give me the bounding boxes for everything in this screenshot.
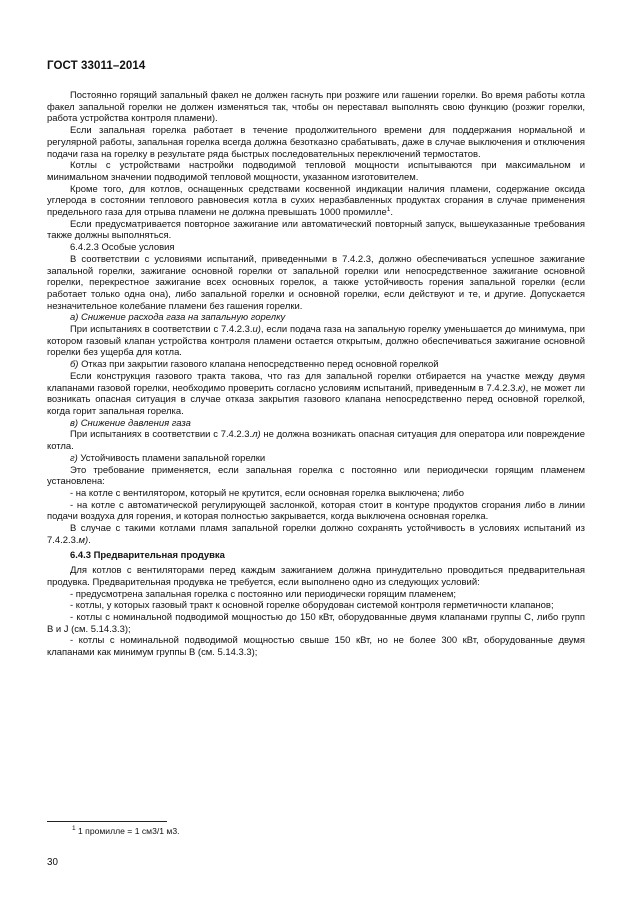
paragraph	[47, 242, 585, 254]
paragraph-text: Постоянно горящий запальный факел не должен гаснуть при розжиге или гашении горелки. Во время работы котла факел запальной горелки не должен изменяться так, чтобы он переставал выполнять свою функцию (розжиг горелки, работа устройства контроля пламени).	[47, 90, 585, 125]
paragraph-text: При испытаниях в соответствии с 7.4.2.3.	[70, 324, 253, 336]
paragraph-text: 6.4.2.3 Особые условия	[70, 242, 175, 254]
paragraph-text: - котлы с номинальной подводимой мощностью свыше 150 кВт, но не более 300 кВт, оборудованные двумя клапанами как минимум группы В (см. 5.14.3.3);	[47, 635, 585, 659]
paragraph	[47, 371, 585, 418]
paragraph-text: Устойчивость пламени запальной горелки	[77, 452, 266, 464]
paragraph	[47, 359, 585, 371]
paragraph	[47, 324, 585, 359]
paragraph	[47, 254, 585, 313]
clause-reference: м)	[78, 534, 89, 546]
clause-reference: и)	[252, 324, 261, 336]
paragraph	[47, 219, 585, 242]
paragraph	[47, 523, 585, 546]
paragraph	[47, 90, 585, 125]
italic-lead: в) Снижение давления газа	[70, 417, 191, 429]
paragraph-text: Кроме того, для котлов, оснащенных средствами косвенной индикации наличия пламени, содержание оксида углерода в состоянии теплового равновесия котла в сухих неразбавленных продуктах сгорания в случае применения предельного газа для отрыва пламени не должна превышать 1000 промилле	[47, 183, 585, 219]
footnote-ref: 1	[386, 205, 391, 213]
footnote-mark: 1	[72, 825, 76, 833]
italic-lead: г)	[70, 452, 78, 464]
paragraph	[47, 429, 585, 452]
footnote-text: 1 промилле = 1 см3/1 м3.	[78, 826, 180, 836]
paragraph-tail: не должна возникать опасная ситуация для оператора или повреждение котла.	[47, 429, 586, 453]
clause-reference: л)	[252, 429, 261, 441]
paragraph	[47, 418, 585, 430]
paragraph	[47, 589, 585, 601]
paragraph-text: При испытаниях в соответствии с 7.4.2.3.	[70, 429, 253, 441]
paragraph-text: - котлы, у которых газовый тракт к основной горелке оборудован системой контроля герметичности клапанов;	[70, 600, 554, 612]
page-header: ГОСТ 33011–2014	[47, 60, 146, 72]
paragraph-tail: .	[390, 207, 393, 219]
paragraph	[47, 565, 585, 588]
italic-lead: а) Снижение расхода газа на запальную горелку	[70, 312, 286, 324]
paragraph-text: Если конструкция газового тракта такова, что газ для запальной горелки отбирается на участке между двумя клапанами газовой горелки, необходимо проверить согласно условиям испытаний, приведенным в 7.4.2.3.	[47, 370, 585, 394]
clause-reference: к)	[517, 382, 526, 394]
paragraph-text: Это требование применяется, если запальная горелка с постоянно или периодически горящим пламенем установлена:	[47, 464, 585, 488]
paragraph	[47, 500, 585, 523]
paragraph	[47, 612, 585, 635]
section-heading: 6.4.3 Предварительная продувка	[70, 550, 225, 562]
paragraph	[47, 312, 585, 324]
footnote-divider	[47, 821, 167, 822]
page-number: 30	[47, 857, 58, 868]
paragraph-text: Котлы с устройствами настройки подводимой тепловой мощности испытываются при максимальном и минимальном значении подводимой тепловой мощности, указанном изготовителем.	[47, 160, 585, 183]
paragraph-text: В случае с такими котлами пламя запальной горелки должно сохранять устойчивость в условиях испытаний из 7.4.2.3.	[47, 523, 585, 546]
paragraph-text: - на котле с автоматической регулирующей заслонкой, которая стоит в контуре продуктов сгорания либо в линии подачи воздуха для горения, и которая полностью закрывается, когда выключена основная горелка.	[47, 499, 585, 523]
italic-lead: б)	[70, 359, 79, 371]
paragraph	[47, 453, 585, 465]
paragraph-text: - котлы с номинальной подводимой мощностью до 150 кВт, оборудованные двумя клапанами группы С, либо групп В и J (см. 5.14.3.3);	[47, 611, 585, 635]
footnote	[72, 826, 180, 836]
paragraph	[47, 465, 585, 488]
paragraph	[47, 125, 585, 160]
paragraph-tail: .	[88, 534, 91, 546]
paragraph-text: Для котлов с вентиляторами перед каждым зажиганием должна принудительно проводиться предварительная продувка. Предварительная продувка не требуется, если выполнено одно из следующих условий:	[47, 565, 585, 588]
paragraph-text: Отказ при закрытии газового клапана непосредственно перед основной горелкой	[78, 359, 439, 371]
paragraph-text: - предусмотрена запальная горелка с постоянно или периодически горящим пламенем;	[70, 588, 456, 600]
document-body	[47, 90, 585, 659]
paragraph-tail: , не может ли возникать опасная ситуация в случае отказа закрытия газового клапана непосредственно перед основной горелкой, когда горит запальная горелка.	[47, 382, 585, 417]
paragraph	[47, 635, 585, 658]
paragraph-text: - на котле с вентилятором, который не крутится, если основная горелка выключена; либо	[70, 487, 464, 499]
paragraph	[47, 600, 585, 612]
paragraph-text: В соответствии с условиями испытаний, приведенными в 7.4.2.3, должно обеспечиваться успешное зажигание запальной горелки, зажигание основной горелки от запальной горелки или непосредственное зажигание основной горелки, перекрестное зажигание всех основных горелок, а также устойчивость горения запальной горелки (если работает только одна она), либо запальной горелки и основной горелки, если действуют и те, и другие. Допускается незначительное колебание пламени без гашения горелки.	[47, 253, 585, 312]
paragraph-text: Если запальная горелка работает в течение продолжительного времени для поддержания нормальной и регулярной работы, запальная горелка всегда должна безотказно срабатывать, даже в случае выключения и отключения подачи газа на горелку в результате ряда быстрых последовательных переключений термостатов.	[47, 125, 585, 160]
paragraph	[47, 488, 585, 500]
paragraph-tail: , если подача газа на запальную горелку уменьшается до минимума, при котором газовый клапан устройства контроля пламени остается открытым, должно обеспечиваться зажигание основной горелки без ущерба для котла.	[47, 324, 585, 359]
paragraph	[47, 160, 585, 183]
paragraph-text: Если предусматривается повторное зажигание или автоматический повторный запуск, вышеуказанные требования также должны выполняться.	[47, 218, 585, 242]
paragraph	[47, 184, 585, 219]
